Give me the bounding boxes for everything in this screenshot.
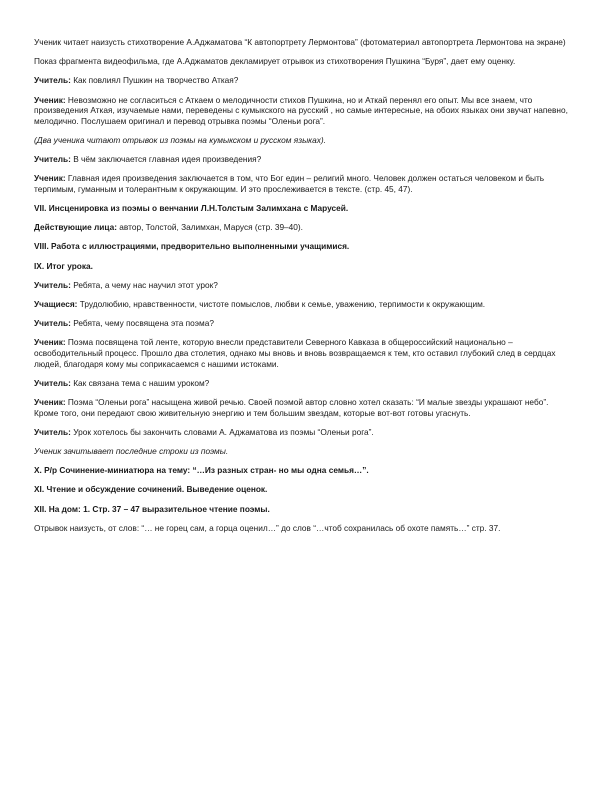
paragraph-18 (34, 427, 574, 438)
paragraph-13 (34, 299, 574, 310)
speaker-label: Учитель: (34, 426, 71, 437)
paragraph-15 (34, 337, 574, 369)
speech-text: Поэма посвящена той ленте, которую внесли представители Северного Кавказа в общероссийский национально – освободительный процесс. Прошло два столетия, однако мы вновь и вновь возвращаемся к тем, кто оставил глубокий след в сердцах людей, благодаря кому мы соприкасаемся с нашими истоками. (34, 337, 556, 369)
speech-text: Поэма “Оленьи рога” насыщена живой речью. Своей поэмой автор словно хотел сказать: “И малые звезды украшают небо”. Кроме того, они передают свою живительную энергию и тем большим звездам, которые вот-вот готовы угаснуть. (34, 396, 549, 418)
section-heading-viii: VIII. Работа с иллюстрациями, предворительно выполненными учащимися. (34, 241, 350, 252)
speaker-label: Учитель: (34, 377, 71, 388)
speaker-label: Учитель: (34, 75, 71, 86)
speech-text: Урок хотелось бы закончить словами А. Аджаматова из поэмы “Оленьи рога”. (70, 426, 374, 437)
paragraph-7 (34, 173, 574, 194)
paragraph-6 (34, 154, 574, 165)
paragraph-14 (34, 318, 574, 329)
speech-text: Как связана тема с нашим уроком? (70, 377, 210, 388)
stage-direction: (Два ученика читают отрывок из поэмы на кумыкском и русском языках). (34, 134, 326, 145)
paragraph-16 (34, 378, 574, 389)
speech-text: Как повлиял Пушкин на творчество Аткая? (70, 75, 239, 86)
paragraph-23: Отрывок наизусть, от слов: “… не горец сам, а горца оценил…” до слов “…чтоб сохранилась об охоте память…” стр. 37. (34, 522, 501, 533)
section-heading-x: X. Р/р Сочинение-миниатюра на тему: “…Из разных стран- но мы одна семья…”. (34, 465, 369, 476)
section-heading-xii: XII. На дом: 1. Стр. 37 – 47 выразительное чтение поэмы. (34, 503, 270, 514)
speaker-label: Учащиеся: (34, 299, 78, 310)
speech-text: Главная идея произведения заключается в том, что Бог един – религий много. Человек должен остаться человеком и быть терпимым, гуманным и толерантным к окружающим. И это прослеживается в тексте. (стр. 45, 47). (34, 173, 545, 194)
speaker-label: Учитель: (34, 154, 71, 165)
section-heading-vii: VII. Инсценировка из поэмы о венчании Л.Н.Толстым Залимхана с Марусей. (34, 203, 349, 214)
paragraph-1: Ученик читает наизусть стихотворение А.Аджаматова “К автопортрету Лермонтова” (фотоматериал автопортрета Лермонтова на экране) (34, 37, 566, 47)
section-heading-ix: IX. Итог урока. (34, 260, 93, 271)
speech-text: Ребята, чему посвящена эта поэма? (70, 318, 214, 329)
speaker-label: Ученик: (34, 94, 66, 105)
speaker-label: Действующие лица: (34, 222, 117, 233)
speech-text: Невозможно не согласиться с Аткаем о мелодичности стихов Пушкина, но и Аткай перенял его опыт. Мы все знаем, что произведения Аткая, изучаемые нами, переведены с кумыкского на русский , но самые интересные, на обоих языках они звучат напевно, мелодично. Послушаем оригинал и перевод отрывка поэмы “Оленьи рога”. (34, 94, 568, 126)
document-body (34, 37, 574, 542)
section-heading-xi: XI. Чтение и обсуждение сочинений. Выведение оценок. (34, 484, 268, 495)
speaker-label: Ученик: (34, 173, 66, 184)
speech-text: Ребята, а чему нас научил этот урок? (70, 279, 218, 290)
speaker-label: Ученик: (34, 396, 66, 407)
paragraph-2: Показ фрагмента видеофильма, где А.Аджаматов декламирует отрывок из стихотворения Пушкина “Буря”, дает ему оценку. (34, 56, 516, 67)
speech-text: Трудолюбию, нравственности, чистоте помыслов, любви к семье, уважению, терпимости к окружающим. (77, 299, 486, 310)
paragraph-17 (34, 397, 574, 418)
speech-text: В чём заключается главная идея произведения? (70, 154, 262, 165)
speaker-label: Учитель: (34, 318, 71, 329)
paragraph-3 (34, 75, 574, 86)
speech-text: автор, Толстой, Залимхан, Маруся (стр. 39–40). (116, 222, 303, 233)
paragraph-12 (34, 280, 574, 291)
paragraph-9 (34, 222, 574, 233)
paragraph-4 (34, 95, 574, 127)
speaker-label: Ученик: (34, 337, 66, 348)
stage-direction: Ученик зачитывает последние строки из поэмы. (34, 445, 229, 456)
speaker-label: Учитель: (34, 279, 71, 290)
